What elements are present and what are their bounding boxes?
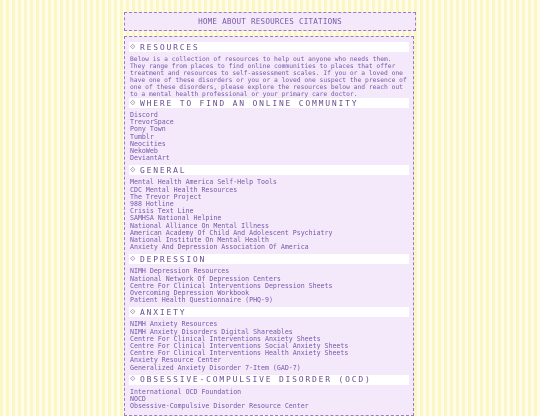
main-content (124, 36, 414, 416)
section-title: OBSESSIVE-COMPULSIVE DISORDER (OCD) (140, 375, 372, 385)
diamond-icon: ⟐ (130, 98, 136, 107)
resource-link[interactable]: Centre For Clinical Interventions Depression Sheets (130, 281, 333, 290)
resource-link[interactable]: Obsessive-Compulsive Disorder Resource Center (130, 402, 309, 411)
resource-link[interactable]: NIMH Anxiety Disorders Digital Shareables (130, 327, 293, 336)
resource-sections (129, 98, 409, 411)
resource-link[interactable]: NOCD (130, 395, 146, 404)
nav-citations-link[interactable]: CITATIONS (298, 17, 342, 26)
resource-link[interactable]: Centre For Clinical Interventions Health Anxiety Sheets (130, 349, 349, 358)
section-title: RESOURCES (140, 42, 200, 52)
resource-link[interactable]: International OCD Foundation (130, 387, 242, 396)
link-list (130, 179, 409, 251)
resource-link[interactable]: Overcoming Depression Workbook (130, 289, 250, 298)
diamond-icon: ⟐ (130, 307, 136, 316)
resource-link[interactable]: Tumblr (130, 132, 154, 141)
diamond-icon: ⟐ (130, 254, 136, 263)
link-list (130, 112, 409, 162)
resource-link[interactable]: TrevorSpace (130, 118, 174, 127)
resource-link[interactable]: Generalized Anxiety Disorder 7-Item (GAD-7) (130, 363, 301, 372)
resource-link[interactable]: 988 Hotline (130, 200, 174, 209)
resource-link[interactable]: Crisis Text Line (130, 207, 194, 216)
resource-link[interactable]: Anxiety And Depression Association Of America (130, 243, 309, 252)
resource-link[interactable]: American Academy Of Child And Adolescent Psychiatry (130, 228, 333, 237)
resource-link[interactable]: NIMH Depression Resources (130, 267, 230, 276)
section-title: DEPRESSION (140, 254, 207, 264)
resource-link[interactable]: Mental Health America Self-Help Tools (130, 178, 277, 187)
resource-link[interactable]: Discord (130, 111, 158, 119)
section-heading-resources (129, 42, 409, 52)
section-heading (129, 254, 409, 264)
section-heading (129, 98, 409, 108)
resource-link[interactable]: SAMHSA National Helpine (130, 214, 222, 223)
resource-link[interactable]: Centre For Clinical Interventions Anxiety Sheets (130, 334, 321, 343)
nav-home-link[interactable]: HOME (198, 17, 218, 26)
link-list (130, 321, 409, 371)
diamond-icon: ⟐ (130, 165, 136, 174)
resource-link[interactable]: NIMH Anxiety Resources (130, 320, 218, 329)
resources-intro: Below is a collection of resources to help out anyone who needs them. They range from places to find online communities to places that offer treatment and resources to self-assessment scales. If you or a loved one have one of these disorders or you or a loved one suspect the presence of one of these disorders, please explore the resources below and reach out to a mental health professional or your primary care doctor. (130, 56, 407, 98)
diamond-icon: ⟐ (130, 42, 136, 51)
nav-resources-link[interactable]: RESOURCES (251, 17, 294, 26)
top-nav (124, 12, 416, 31)
resource-link[interactable]: The Trevor Project (130, 192, 202, 201)
nav-about-link[interactable]: ABOUT (222, 17, 247, 26)
section-title: GENERAL (140, 165, 187, 175)
section-title: WHERE TO FIND AN ONLINE COMMUNITY (140, 98, 359, 108)
resource-link[interactable]: CDC Mental Health Resources (130, 185, 238, 194)
diamond-icon: ⟐ (130, 375, 136, 384)
resource-link[interactable]: Pony Town (130, 125, 166, 134)
section-title: ANXIETY (140, 307, 187, 317)
link-list (130, 268, 409, 304)
section-heading (129, 165, 409, 175)
resource-link[interactable]: National Network Of Depression Centers (130, 274, 281, 283)
resource-link[interactable]: Neocities (130, 139, 166, 148)
resource-link[interactable]: DeviantArt (130, 154, 170, 163)
link-list (130, 389, 409, 411)
resource-link[interactable]: National Institute On Mental Health (130, 236, 269, 245)
resource-link[interactable]: Patient Health Questionnaire (PHQ-9) (130, 296, 273, 305)
section-heading (129, 375, 409, 385)
resource-link[interactable]: Centre For Clinical Interventions Social Anxiety Sheets (130, 342, 349, 351)
section-heading (129, 307, 409, 317)
resource-link[interactable]: NekoWeb (130, 147, 158, 156)
resource-link[interactable]: Anxiety Resource Center (130, 356, 222, 365)
resource-link[interactable]: National Alliance On Mental Illness (130, 221, 269, 230)
